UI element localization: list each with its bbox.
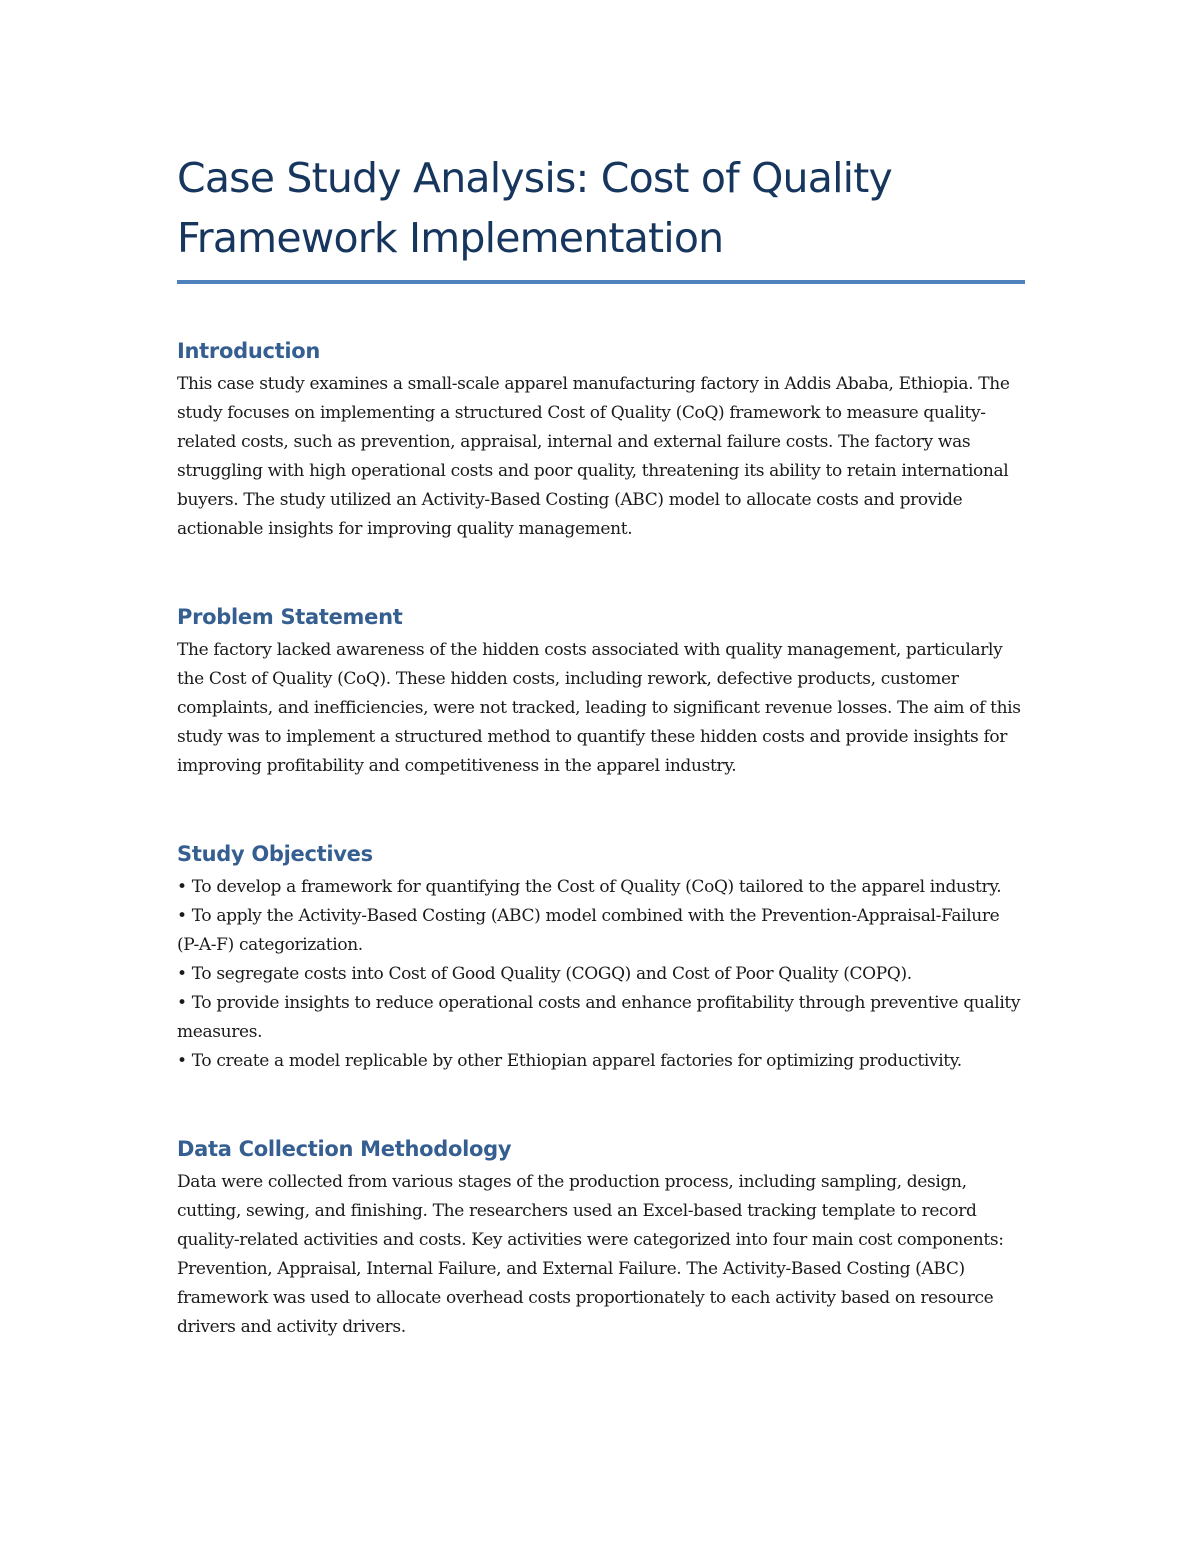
objective-text: To provide insights to reduce operational costs and enhance profitability through preventive quality measures. (177, 993, 1021, 1042)
bullet-icon: • (177, 877, 187, 897)
section-study-objectives (177, 839, 1025, 1076)
objective-item (177, 873, 1025, 902)
bullet-icon: • (177, 906, 187, 926)
section-problem-statement (177, 602, 1025, 781)
problem-statement-paragraph: The factory lacked awareness of the hidden costs associated with quality management, particularly the Cost of Quality (CoQ). These hidden costs, including rework, defective products, customer complaints, and inefficiencies, were not tracked, leading to significant revenue losses. The aim of this study was to implement a structured method to quantify these hidden costs and provide insights for improving profitability and competitiveness in the apparel industry. (177, 640, 1021, 776)
document-content (177, 148, 1025, 1342)
section-heading-introduction: Introduction (177, 339, 321, 363)
section-data-collection-methodology (177, 1134, 1025, 1342)
title-underline-rule (177, 280, 1025, 284)
data-collection-paragraph: Data were collected from various stages of the production process, including sampling, design, cutting, sewing, and finishing. The researchers used an Excel-based tracking template to record quality-related activities and costs. Key activities were categorized into four main cost components: Prevention, Appraisal, Internal Failure, and External Failure. The Activity-Based Costing (ABC) framework was used to allocate overhead costs proportionately to each activity based on resource drivers and activity drivers. (177, 1172, 1004, 1337)
section-heading-problem-statement: Problem Statement (177, 605, 403, 629)
objectives-list (177, 873, 1025, 1076)
objective-item (177, 1047, 1025, 1076)
objective-item (177, 960, 1025, 989)
bullet-icon: • (177, 964, 187, 984)
section-introduction (177, 336, 1025, 544)
section-heading-study-objectives: Study Objectives (177, 842, 373, 866)
bullet-icon: • (177, 1051, 187, 1071)
section-heading-data-collection: Data Collection Methodology (177, 1137, 512, 1161)
objective-text: To segregate costs into Cost of Good Quality (COGQ) and Cost of Poor Quality (COPQ). (191, 964, 912, 984)
objective-text: To create a model replicable by other Ethiopian apparel factories for optimizing productivity. (191, 1051, 962, 1071)
objective-text: To develop a framework for quantifying the Cost of Quality (CoQ) tailored to the apparel industry. (191, 877, 1002, 897)
objective-item (177, 989, 1025, 1047)
objective-text: To apply the Activity-Based Costing (ABC) model combined with the Prevention-Appraisal-Failure (P-A-F) categorization. (177, 906, 1000, 955)
document-title: Case Study Analysis: Cost of Quality Framework Implementation (177, 154, 892, 262)
objective-item (177, 902, 1025, 960)
introduction-paragraph: This case study examines a small-scale apparel manufacturing factory in Addis Ababa, Ethiopia. The study focuses on implementing a structured Cost of Quality (CoQ) framework to measure quality-related costs, such as prevention, appraisal, internal and external failure costs. The factory was struggling with high operational costs and poor quality, threatening its ability to retain international buyers. The study utilized an Activity-Based Costing (ABC) model to allocate costs and provide actionable insights for improving quality management. (177, 374, 1010, 539)
bullet-icon: • (177, 993, 187, 1013)
